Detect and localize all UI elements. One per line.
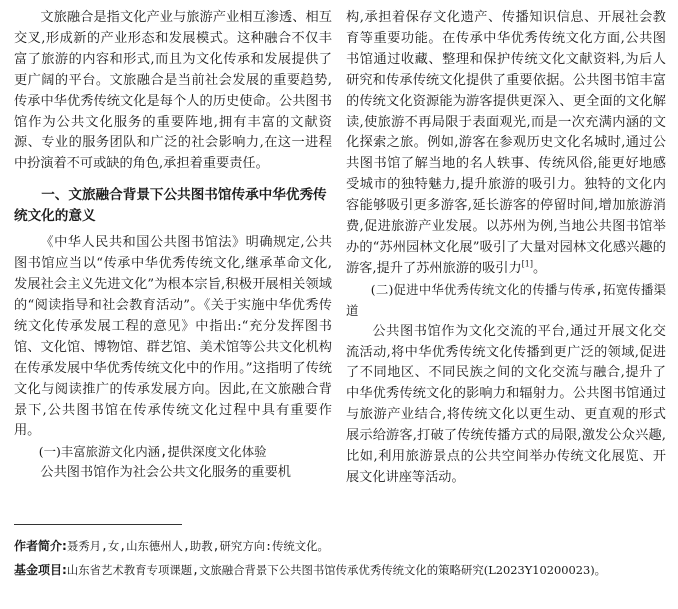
subsection1-heading — [14, 442, 332, 463]
author-text: 聂秀月,女,山东德州人,助教,研究方向:传统文化。 — [66, 539, 329, 553]
intro-paragraph: 文旅融合是指文化产业与旅游产业相互渗透、相互交叉,形成新的产业形态和发展模式。这种融合不仅丰富了旅游的内容和形式,而且为文化传承和发展提供了更广阔的平台。文旅融合是当前社会发展的重要趋势,传承中华优秀传统文化是每个人的历史使命。公共图书馆作为公共文化服务的重要阵地,拥有丰富的文献资源、专业的服务团队和广泛的社会影响力,在这一进程中扮演着不可或缺的角色,承担着重要责任。 — [14, 10, 332, 172]
citation-tail: 。 — [532, 260, 547, 276]
author-note — [14, 536, 666, 556]
author-label: 作者简介: — [14, 539, 67, 553]
subsection1-paragraph-start: 公共图书馆作为社会公共文化服务的重要机 — [40, 465, 291, 481]
section1-heading: 一、文旅融合背景下公共图书馆传承中华优秀传统文化的意义 — [14, 187, 327, 225]
footnote-divider — [14, 524, 182, 525]
subsection2-title: 促进中华优秀传统文化的传播与传承,拓宽传播渠道 — [346, 281, 666, 318]
right-column — [346, 8, 666, 489]
subsection1-paragraph-continued — [346, 8, 666, 280]
left-column — [14, 8, 332, 484]
fund-label: 基金项目: — [14, 563, 67, 577]
section1-paragraph: 《中华人民共和国公共图书馆法》明确规定,公共图书馆应当以“传承中华优秀传统文化,继承革命文化,发展社会主义先进文化”为根本宗旨,积极开展相关领域的“阅读指导和社会教育活动”。《关于实施中华优秀传统文化传承发展工程的意见》中指出:“充分发挥图书馆、文化馆、博物馆、群艺馆、美术馆等公共文化机构在传承发展中华优秀传统文化中的作用。”这指明了传统文化与阅读推广的传承发展方向。因此,在文旅融合背景下,公共图书馆在传承传统文化过程中具有重要作用。 — [14, 235, 332, 439]
subsection2-heading — [346, 280, 666, 322]
subsection2-paragraph: 公共图书馆作为文化交流的平台,通过开展文化交流活动,将中华优秀传统文化传播到更广泛的领域,促进了不同地区、不同民族之间的文化交流与融合,提升了中华优秀传统文化的影响力和辐射力。公共图书馆通过与旅游产业结合,将传统文化以更生动、更直观的形式展示给游客,打破了传统传播方式的局限,激发公众兴趣,比如,利用旅游景点的公共空间举办传统文化展览、开展文化讲座等活动。 — [346, 323, 666, 485]
subsection1-text: 构,承担着保存文化遗产、传播知识信息、开展社会教育等重要功能。在传承中华优秀传统文化方面,公共图书馆通过收藏、整理和保护传统文化文献资料,为后人研究和传承传统文化提供了重要依据。公共图书馆丰富的传统文化资源能为游客提供更深入、更全面的文化解读,使旅游不再局限于表面观光,而是一次充满内涵的文化探索之旅。例如,游客在参观历史文化名城时,通过公共图书馆了解当地的名人轶事、传统风俗,能更好地感受城市的独特魅力,提升旅游的吸引力。独特的文化内容能够吸引更多游客,延长游客的停留时间,增加旅游消费,促进旅游产业发展。以苏州为例,当地公共图书馆举办的“苏州园林文化展”吸引了大量对园林文化感兴趣的游客,提升了苏州旅游的吸引力 — [346, 10, 666, 276]
subsection1-number: (一) — [38, 444, 61, 460]
fund-code: (L2023Y10200023)。 — [483, 563, 607, 577]
fund-note — [14, 560, 666, 580]
subsection2-number: (二) — [370, 281, 394, 297]
subsection1-title: 丰富旅游文化内涵,提供深度文化体验 — [60, 444, 267, 460]
citation-marker: [1] — [521, 259, 533, 269]
fund-text: 山东省艺术教育专项课题,文旅融合背景下公共图书馆传承优秀传统文化的策略研究 — [66, 563, 484, 577]
